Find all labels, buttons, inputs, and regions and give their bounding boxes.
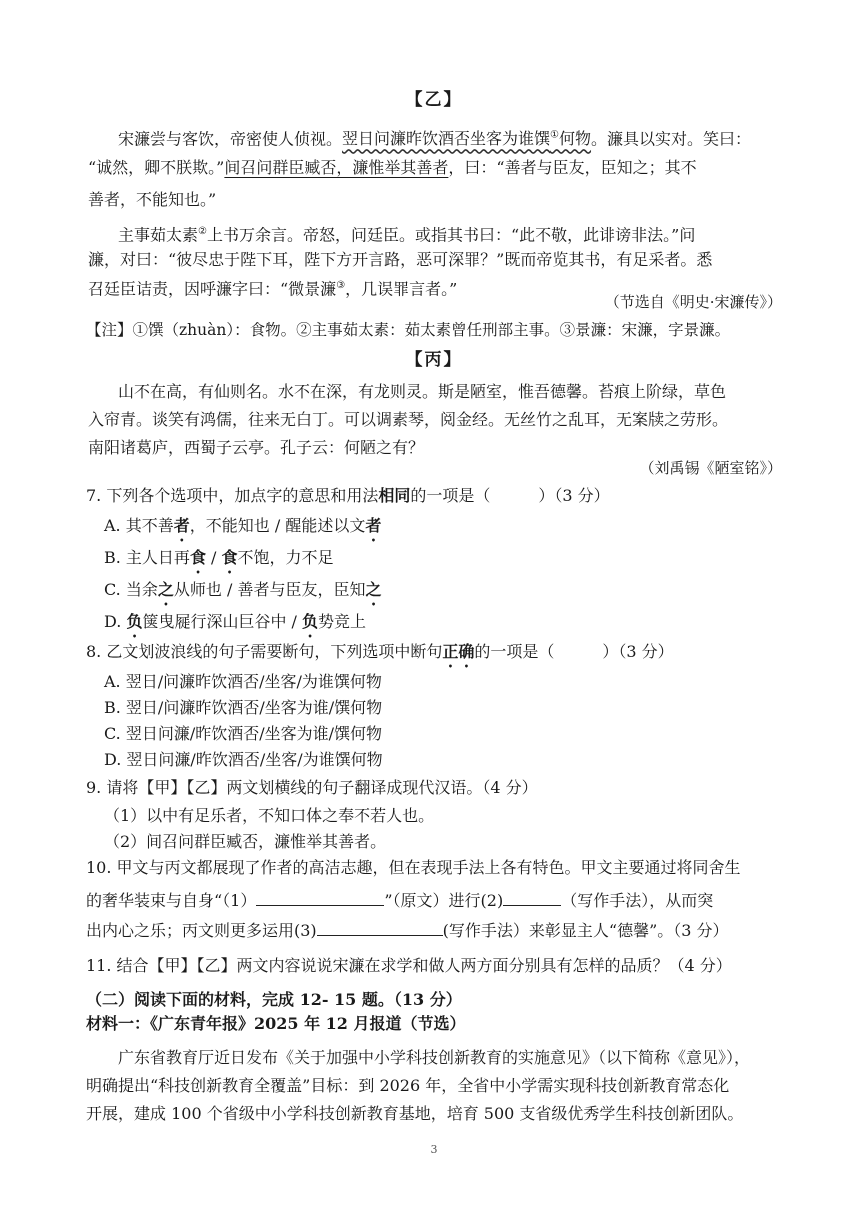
material-1-line2: 明确提出“科技创新教育全覆盖”目标：到 2026 年，全省中小学需实现科技创新教育常态化 [86, 1076, 730, 1095]
yi-source: （节选自《明史·宋濂传》） [604, 293, 782, 311]
underlined-sentence: 间召问群臣臧否，濂惟举其善者 [224, 158, 449, 177]
question-7-option-d: D. 负箧曳屣行深山巨谷中 / 负势竞上 [104, 612, 367, 631]
bing-line2: 入帘青。谈笑有鸿儒，往来无白丁。可以调素琴，阅金经。无丝竹之乱耳，无案牍之劳形。 [88, 410, 729, 429]
yi-paragraph1-line3: 善者，不能知也。” [88, 190, 217, 209]
question-7-option-c: C. 当余之从师也 / 善者与臣友，臣知之 [104, 580, 382, 599]
section-title-yi: 【乙】 [405, 90, 463, 110]
question-9-sentence-2: （2）间召问群臣臧否，濂惟举其善者。 [104, 832, 387, 851]
answer-blank-2[interactable] [503, 890, 561, 906]
question-8-option-d: D. 翌日问濂/昨饮酒否/坐客/为谁馔何物 [104, 750, 383, 769]
page-number: 3 [430, 1143, 438, 1156]
section-2-title: （二）阅读下面的材料，完成 12- 15 题。（13 分） [86, 990, 462, 1009]
question-9-stem: 9. 请将【甲】【乙】两文划横线的句子翻译成现代汉语。（4 分） [86, 778, 538, 797]
question-8-option-c: C. 翌日问濂/昨饮酒否/坐客为谁/馔何物 [104, 724, 383, 743]
question-10-line1: 10. 甲文与丙文都展现了作者的高洁志趣，但在表现手法上各有特色。甲文主要通过将同舍生 [86, 858, 741, 877]
bing-source: （刘禹锡《陋室铭》） [639, 459, 782, 477]
question-9-sentence-1: （1）以中有足乐者，不知口体之奉不若人也。 [104, 806, 435, 825]
answer-blank-3[interactable] [317, 920, 443, 936]
question-8-stem: 8. 乙文划波浪线的句子需要断句，下列选项中断句正确的一项是（ ）（3 分） [86, 642, 674, 661]
question-8-option-b: B. 翌日/问濂昨饮酒否/坐客为谁/馔何物 [104, 698, 383, 717]
wavy-sentence: 翌日问濂昨饮酒否坐客为谁馔①何物 [342, 129, 592, 149]
section-title-bing: 【丙】 [405, 350, 463, 370]
yi-paragraph1-line1: 宋濂尝与客饮，帝密使人侦视。翌日问濂昨饮酒否坐客为谁馔①何物。濂具以实对。笑曰： [118, 129, 752, 149]
yi-paragraph2-line1: 主事茹太素②上书万余言。帝怒，问廷臣。或指其书曰：“此不敬，此诽谤非法。”问 [118, 225, 696, 245]
material-1-line1: 广东省教育厅近日发布《关于加强中小学科技创新教育的实施意见》（以下简称《意见》）， [118, 1048, 751, 1067]
question-11-stem: 11. 结合【甲】【乙】两文内容说说宋濂在求学和做人两方面分别具有怎样的品质？（4 分） [86, 956, 732, 975]
answer-blank-1[interactable] [256, 890, 384, 906]
question-7-option-b: B. 主人日再食 / 食不饱，力不足 [104, 548, 334, 567]
material-1-line3: 开展，建成 100 个省级中小学科技创新教育基地，培育 500 支省级优秀学生科技创新团队。 [86, 1104, 744, 1123]
question-10-line3: 出内心之乐；丙文则更多运用(3) (写作手法）来彰显主人“德馨”。（3 分） [86, 921, 729, 940]
question-7-stem: 7. 下列各个选项中，加点字的意思和用法相同的一项是（ ）（3 分） [86, 486, 610, 505]
material-1-title: 材料一：《广东青年报》2025 年 12 月报道（节选） [86, 1014, 466, 1033]
question-7-option-a: A. 其不善者，不能知也 / 醒能述以文者 [104, 516, 382, 535]
yi-paragraph2-line3: 召廷臣诘责，因呼濂字曰：“微景濂③，几误罪言者。” [88, 279, 458, 299]
question-10-line2: 的奢华装束与自身“（1） ”（原文）进行(2) （写作手法），从而突 [86, 891, 714, 910]
yi-footnote: 【注】①馔（zhuàn）：食物。②主事茹太素：茹太素曾任刑部主事。③景濂：宋濂，字景濂。 [86, 321, 731, 339]
question-8-option-a: A. 翌日/问濂昨饮酒否/坐客/为谁馔何物 [104, 672, 382, 691]
bing-line3: 南阳诸葛庐，西蜀子云亭。孔子云：何陋之有？ [88, 438, 425, 457]
yi-paragraph1-line2: “诚然，卿不朕欺。”间召问群臣臧否，濂惟举其善者，曰：“善者与臣友，臣知之；其不 [88, 158, 697, 177]
yi-paragraph2-line2: 濂，对曰：“彼尽忠于陛下耳，陛下方开言路，恶可深罪？”既而帝览其书，有足采者。悉 [88, 250, 713, 269]
bing-line1: 山不在高，有仙则名。水不在深，有龙则灵。斯是陋室，惟吾德馨。苔痕上阶绿，草色 [118, 382, 727, 401]
